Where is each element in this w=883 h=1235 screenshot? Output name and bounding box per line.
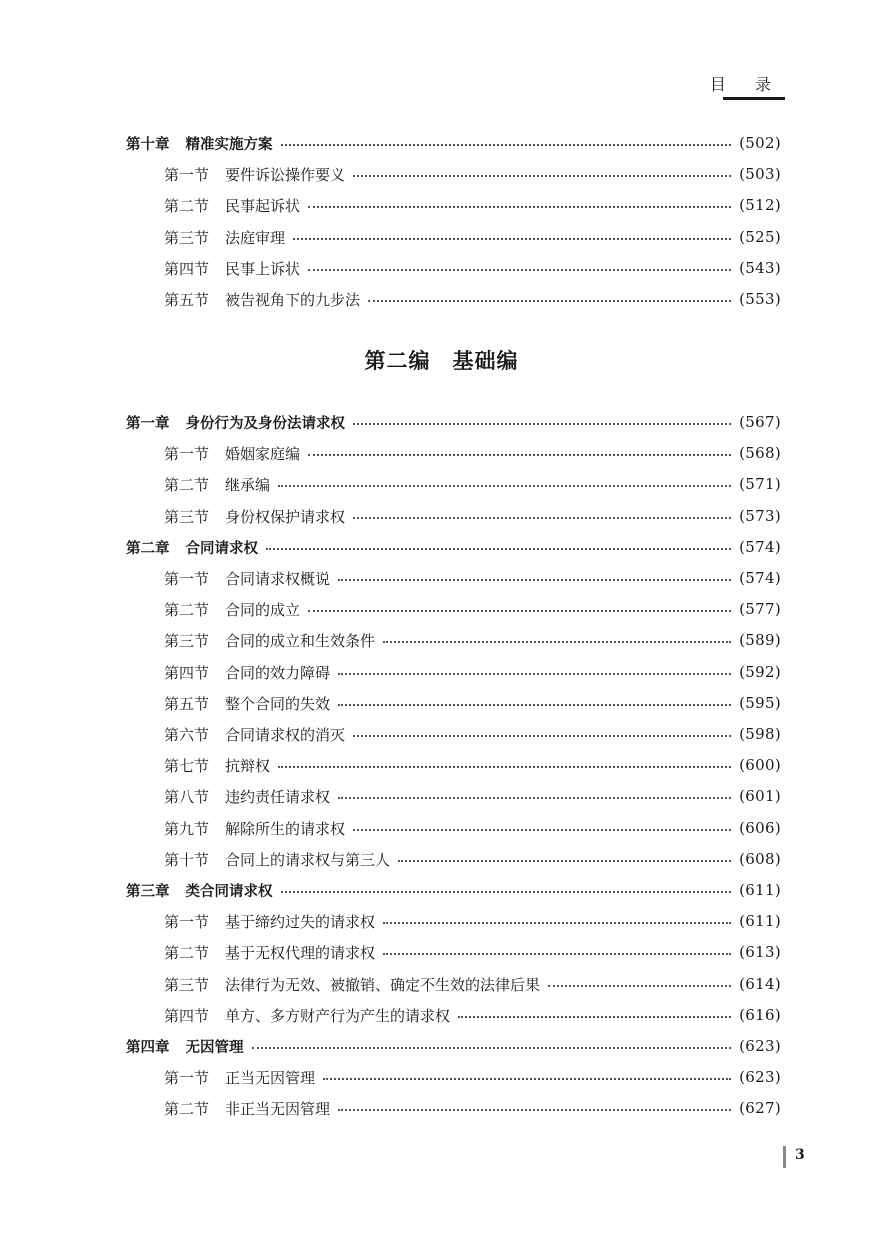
entry-page: (613) [739, 943, 781, 961]
toc-section-entry [164, 753, 781, 777]
entry-title: 合同的成立和生效条件 [225, 631, 376, 650]
entry-page: (595) [739, 694, 781, 712]
entry-title: 基于无权代理的请求权 [225, 943, 376, 962]
entry-number: 第八节 [164, 787, 210, 806]
dot-leader [383, 640, 731, 643]
dot-leader [293, 237, 731, 240]
entry-title: 婚姻家庭编 [225, 444, 301, 463]
entry-page: (502) [739, 134, 781, 152]
folio-bar [783, 1146, 786, 1168]
entry-page: (608) [739, 850, 781, 868]
entry-title: 被告视角下的九步法 [225, 290, 361, 309]
entry-title: 合同请求权的消灭 [225, 725, 346, 744]
entry-page: (553) [739, 290, 781, 308]
entry-number: 第七节 [164, 756, 210, 775]
toc-section-entry [164, 441, 781, 465]
entry-page: (567) [739, 413, 781, 431]
entry-title: 单方、多方财产行为产生的请求权 [225, 1006, 451, 1025]
toc-section-entry [164, 784, 781, 808]
entry-page: (616) [739, 1006, 781, 1024]
entry-page: (568) [739, 444, 781, 462]
entry-title: 身份权保护请求权 [225, 507, 346, 526]
dot-leader [383, 921, 731, 924]
dot-leader [368, 299, 731, 302]
toc-section-entry [164, 193, 781, 217]
entry-page: (525) [739, 228, 781, 246]
entry-page: (611) [739, 912, 781, 930]
entry-number: 第一节 [164, 569, 210, 588]
entry-number: 第二节 [164, 196, 210, 215]
toc-chapter-entry [126, 410, 781, 434]
entry-page: (611) [739, 881, 781, 899]
dot-leader [278, 765, 731, 768]
toc-chapter-entry [126, 1034, 781, 1058]
entry-title: 法律行为无效、被撤销、确定不生效的法律后果 [225, 975, 541, 994]
entry-page: (571) [739, 475, 781, 493]
dot-leader [353, 516, 731, 519]
dot-leader [353, 828, 731, 831]
running-header: 目 录 [709, 75, 783, 94]
entry-title: 身份行为及身份法请求权 [185, 415, 345, 432]
toc-section-entry [164, 909, 781, 933]
entry-title: 解除所生的请求权 [225, 819, 346, 838]
entry-number: 第五节 [164, 694, 210, 713]
entry-title: 正当无因管理 [225, 1068, 316, 1087]
entry-number: 第三章 [126, 883, 170, 900]
entry-page: (600) [739, 756, 781, 774]
entry-title: 民事起诉状 [225, 196, 301, 215]
entry-title: 非正当无因管理 [225, 1099, 331, 1118]
toc-section-entry [164, 597, 781, 621]
entry-title: 合同的效力障碍 [225, 663, 331, 682]
dot-leader [308, 609, 731, 612]
dot-leader [353, 734, 731, 737]
entry-number: 第二章 [126, 540, 170, 557]
entry-number: 第二节 [164, 475, 210, 494]
entry-title: 无因管理 [185, 1039, 244, 1056]
toc-section-entry [164, 1065, 781, 1089]
dot-leader [353, 174, 731, 177]
entry-number: 第二节 [164, 943, 210, 962]
entry-number: 第一节 [164, 444, 210, 463]
dot-leader [338, 796, 731, 799]
toc-section-entry [164, 225, 781, 249]
dot-leader [338, 1108, 731, 1111]
toc-section-entry [164, 816, 781, 840]
entry-title: 整个合同的失效 [225, 694, 331, 713]
entry-number: 第一章 [126, 415, 170, 432]
part-number: 第二编 [364, 348, 431, 373]
entry-number: 第三节 [164, 507, 210, 526]
toc-chapter-entry [126, 535, 781, 559]
dot-leader [338, 672, 731, 675]
dot-leader [458, 1015, 731, 1018]
dot-leader [281, 143, 732, 146]
entry-title: 合同请求权概说 [225, 569, 331, 588]
entry-number: 第六节 [164, 725, 210, 744]
toc-section-entry [164, 162, 781, 186]
entry-page: (623) [739, 1037, 781, 1055]
entry-title: 要件诉讼操作要义 [225, 165, 346, 184]
dot-leader [281, 890, 732, 893]
header-underline [723, 97, 785, 100]
entry-number: 第四节 [164, 259, 210, 278]
toc-section-entry [164, 660, 781, 684]
entry-number: 第一节 [164, 1068, 210, 1087]
toc-chapter-entry [126, 878, 781, 902]
entry-number: 第三节 [164, 631, 210, 650]
entry-page: (543) [739, 259, 781, 277]
entry-title: 民事上诉状 [225, 259, 301, 278]
dot-leader [398, 859, 731, 862]
dot-leader [323, 1077, 731, 1080]
entry-page: (573) [739, 507, 781, 525]
toc-section-entry [164, 940, 781, 964]
entry-title: 合同请求权 [185, 540, 258, 557]
toc-section-entry [164, 1003, 781, 1027]
dot-leader [353, 422, 731, 425]
entry-number: 第三节 [164, 975, 210, 994]
entry-title: 违约责任请求权 [225, 787, 331, 806]
toc-section-entry [164, 1096, 781, 1120]
dot-leader [338, 703, 731, 706]
entry-title: 合同的成立 [225, 600, 301, 619]
entry-number: 第三节 [164, 228, 210, 247]
entry-page: (592) [739, 663, 781, 681]
dot-leader [278, 484, 731, 487]
entry-page: (503) [739, 165, 781, 183]
toc-section-entry [164, 256, 781, 280]
entry-title: 类合同请求权 [185, 883, 273, 900]
entry-page: (574) [739, 538, 781, 556]
entry-title: 合同上的请求权与第三人 [225, 850, 391, 869]
entry-page: (589) [739, 631, 781, 649]
entry-page: (574) [739, 569, 781, 587]
dot-leader [252, 1046, 732, 1049]
toc-section-entry [164, 472, 781, 496]
dot-leader [308, 205, 731, 208]
page-number: 3 [795, 1147, 805, 1163]
entry-page: (512) [739, 196, 781, 214]
toc-section-entry [164, 972, 781, 996]
toc-section-entry [164, 847, 781, 871]
part-heading [0, 345, 883, 375]
toc-section-entry [164, 691, 781, 715]
entry-number: 第十节 [164, 850, 210, 869]
entry-number: 第十章 [126, 136, 170, 153]
entry-page: (623) [739, 1068, 781, 1086]
entry-page: (614) [739, 975, 781, 993]
entry-title: 继承编 [225, 475, 271, 494]
entry-number: 第九节 [164, 819, 210, 838]
toc-section-entry [164, 628, 781, 652]
dot-leader [266, 547, 731, 550]
toc-section-entry [164, 722, 781, 746]
entry-page: (598) [739, 725, 781, 743]
dot-leader [308, 268, 731, 271]
entry-number: 第四章 [126, 1039, 170, 1056]
toc-section-entry [164, 566, 781, 590]
dot-leader [383, 952, 731, 955]
toc-section-entry [164, 504, 781, 528]
toc-section-entry [164, 287, 781, 311]
entry-number: 第四节 [164, 1006, 210, 1025]
entry-number: 第五节 [164, 290, 210, 309]
entry-title: 精准实施方案 [185, 136, 273, 153]
entry-number: 第四节 [164, 663, 210, 682]
entry-number: 第一节 [164, 912, 210, 931]
entry-title: 基于缔约过失的请求权 [225, 912, 376, 931]
entry-page: (606) [739, 819, 781, 837]
dot-leader [338, 578, 731, 581]
toc-chapter-entry [126, 131, 781, 155]
entry-page: (601) [739, 787, 781, 805]
entry-number: 第二节 [164, 1099, 210, 1118]
entry-number: 第二节 [164, 600, 210, 619]
entry-title: 抗辩权 [225, 756, 271, 775]
entry-number: 第一节 [164, 165, 210, 184]
entry-page: (627) [739, 1099, 781, 1117]
entry-title: 法庭审理 [225, 228, 286, 247]
dot-leader [548, 984, 731, 987]
dot-leader [308, 453, 731, 456]
entry-page: (577) [739, 600, 781, 618]
part-name: 基础编 [452, 348, 519, 373]
